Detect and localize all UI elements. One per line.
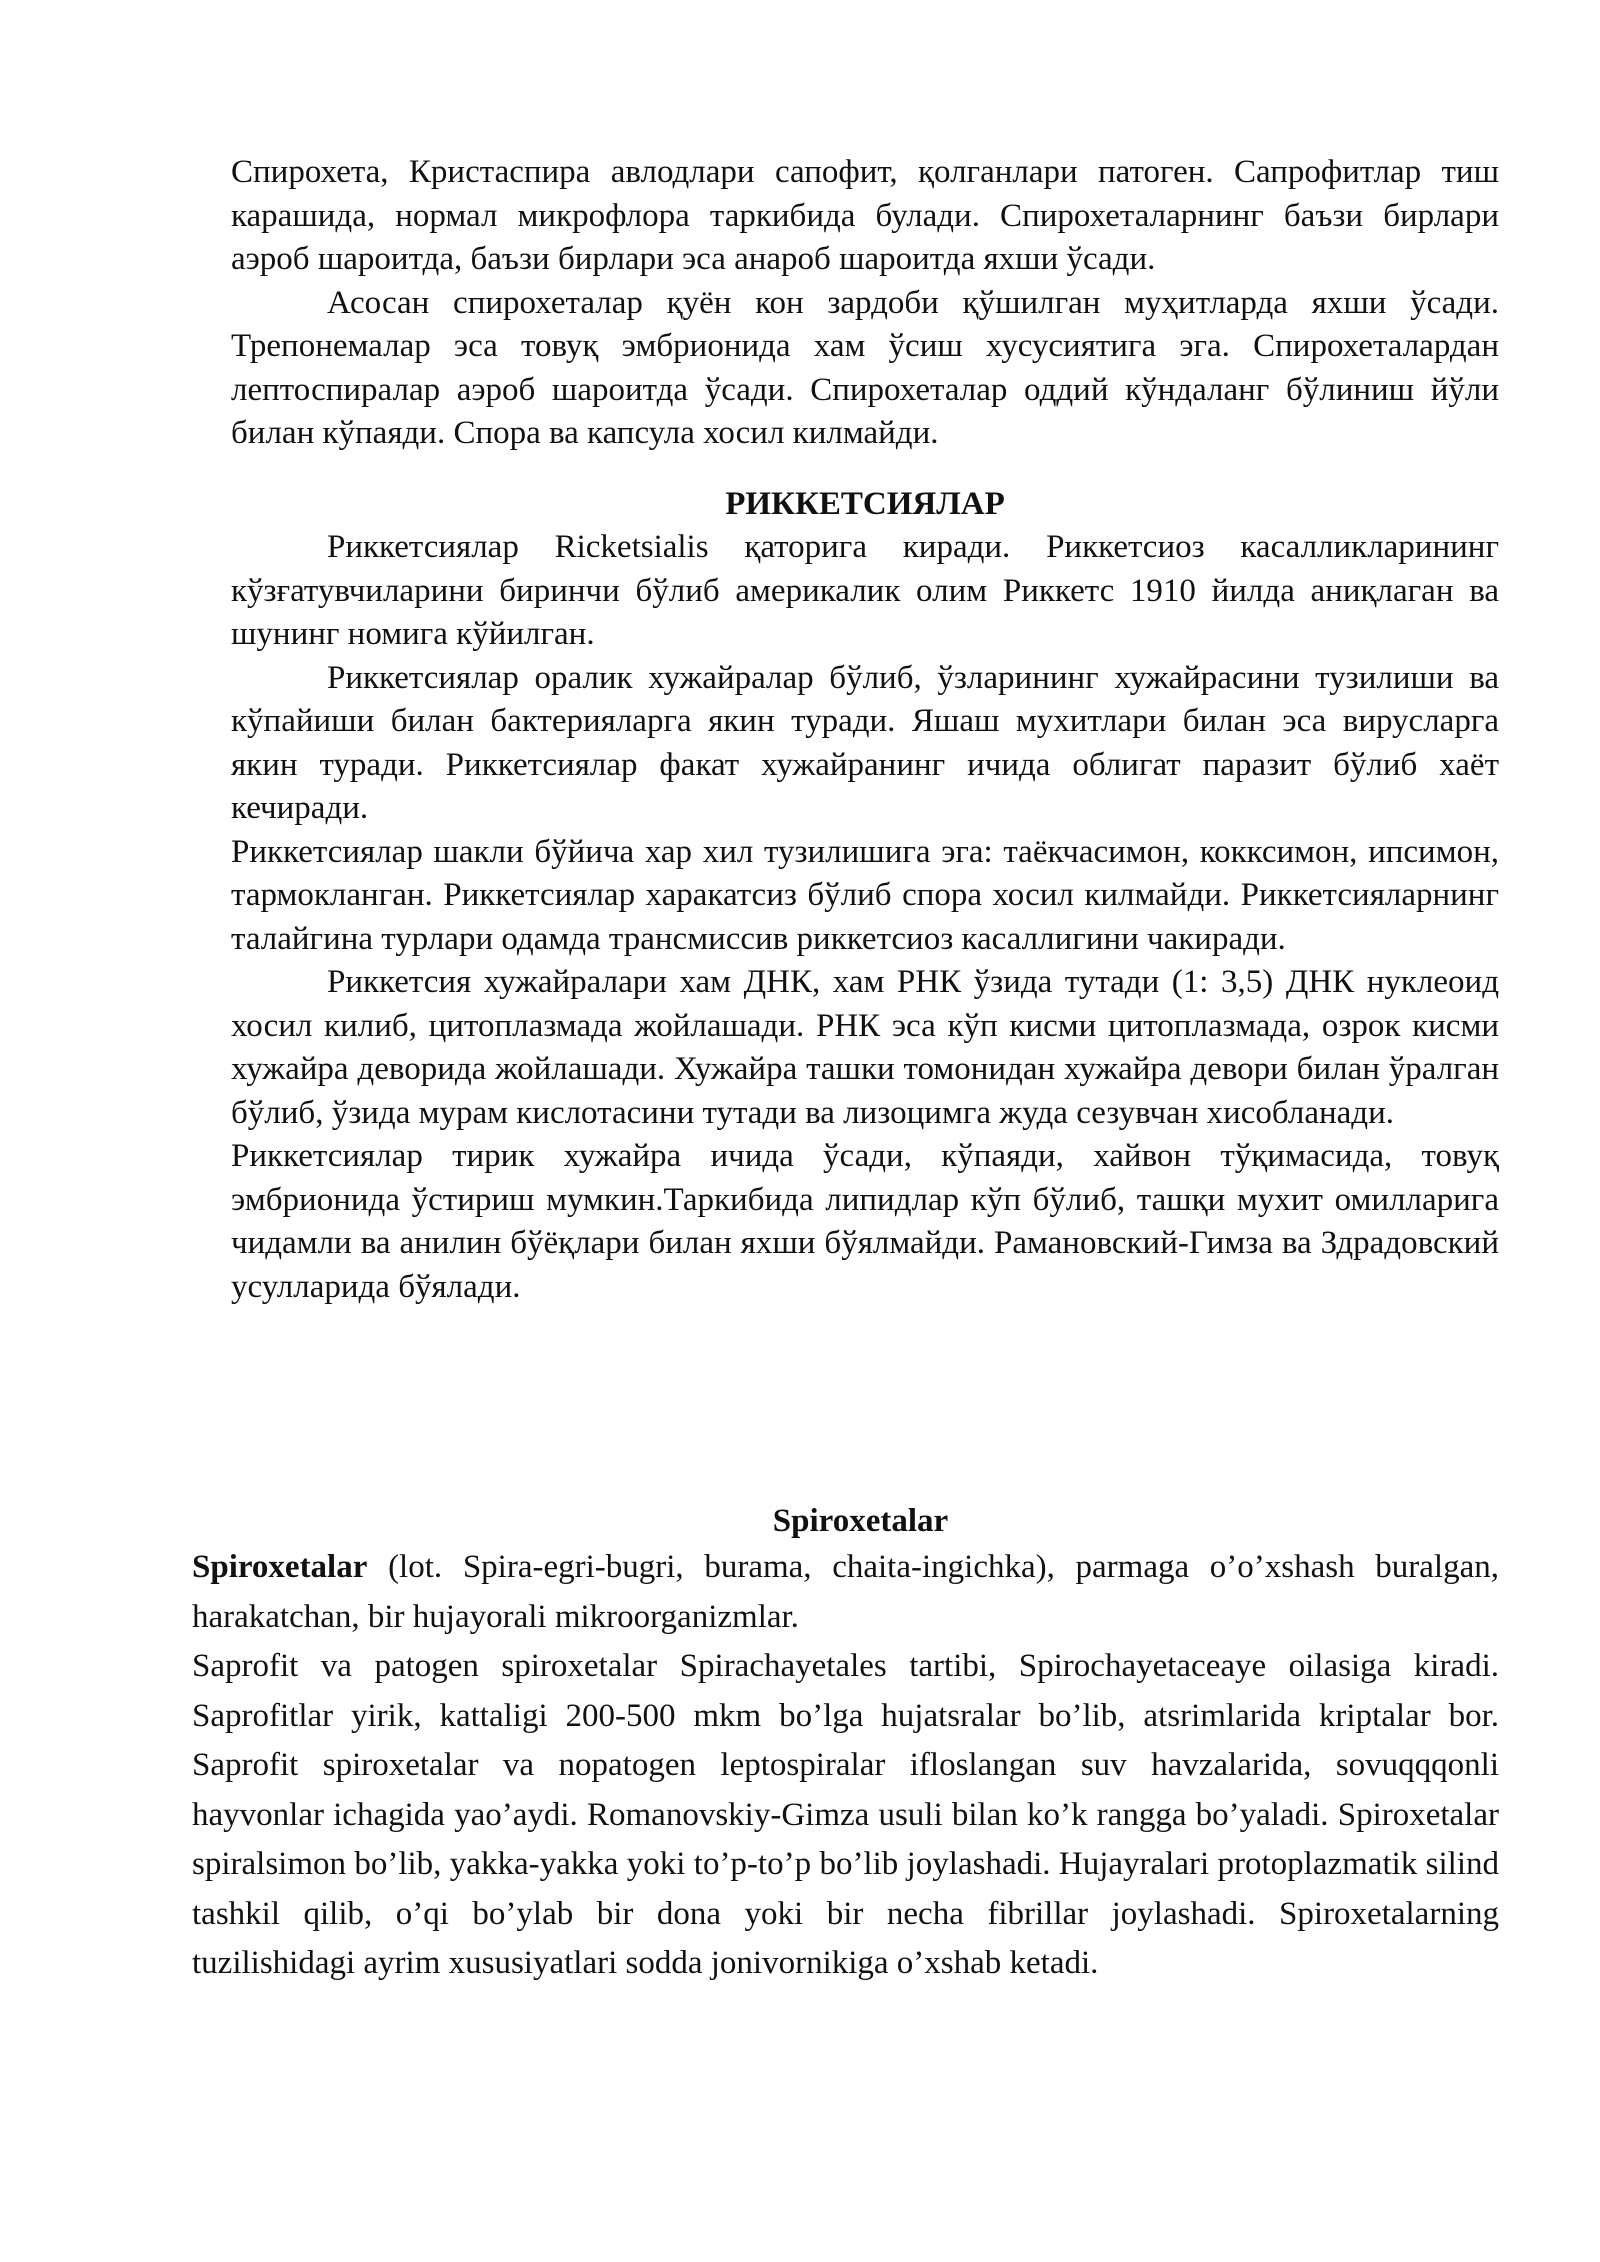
paragraph-spiroxetalar-classification: Saprofit va patogen spiroxetalar Spirachayetales tartibi, Spirochayetaceaye oilasiga kiradi. Saprofitlar yirik, kattaligi 200-500 mkm bo’lga hujatsralar bo’lib, atsrimlarida kriptalar bor. Saprofit spiroxetalar va nopatogen leptospiralar ifloslangan suv havzalarida, sovuqqqonli hayvonlar ichagida yao’aydi. Romanovskiy-Gimza usuli bilan ko’k rangga bo’yaladi. Spiroxetalar spiralsimon bo’lib, yakka-yakka yoki to’p-to’p bo’lib joylashadi. Hujayralari protoplazmatik silind tashkil qilib, o’qi bo’ylab bir dona yoki bir necha fibrillar joylashadi. Spiroxetalarning tuzilishidagi ayrim xususiyatlari sodda jonivornikiga o’xshab ketadi. (192, 1648, 1499, 1981)
paragraph-spiroxetalar-definition (192, 1543, 1499, 1642)
paragraph-rickettsia-shape: Риккетсиялар шакли бўйича хар хил тузилишига эга: таёкчасимон, кокксимон, ипсимон, тармокланган. Риккетсиялар харакатсиз бўлиб спора хосил килмайди. Риккетсияларнинг талайгина турлари одамда трансмиссив риккетсиоз касаллигини чакиради. (231, 833, 1499, 957)
latin-text-block (192, 1500, 1499, 1989)
cyrillic-text-block (231, 151, 1499, 1309)
term-spiroxetalar: Spiroxetalar (192, 1549, 368, 1585)
paragraph-spirochete-growth: Асосан спирохеталар қуён кон зардоби қўшилган муҳитларда яхши ўсади. Трепонемалар эса товуқ эмбрионида хам ўсиш хусусиятига эга. Спирохеталардан лептоспиралар аэроб шароитда ўсади. Спирохеталар оддий кўндаланг бўлиниш йўли билан кўпаяди. Спора ва капсула хосил килмайди. (231, 284, 1499, 451)
paragraph-rickettsia-structure: Риккетсиялар оралик хужайралар бўлиб, ўзларининг хужайрасини тузилиши ва кўпайиши билан бактерияларга якин туради. Яшаш мухитлари билан эса вирусларга якин туради. Риккетсиялар факат хужайранинг ичида облигат паразит бўлиб хаёт кечиради. (231, 659, 1499, 826)
paragraph-rickettsia-cultivation: Риккетсиялар тирик хужайра ичида ўсади, кўпаяди, хайвон тўқимасида, товуқ эмбрионида ўстириш мумкин.Таркибида липидлар кўп бўлиб, ташқи мухит омилларига чидамли ва анилин бўёқлари билан яхши бўялмайди. Рамановский-Гимза ва Здрадовский усулларида бўялади. (231, 1138, 1499, 1305)
paragraph-rickettsia-intro-line: Риккетсиялар Ricketsialis қаторига киради. Риккетсиоз касалликларининг (327, 529, 1499, 565)
definition-text: (lot. Spira-egri-bugri, burama, chaita-ingichka), parmaga o’o’xshash buralgan, harakatchan, bir hujayorali mikroorganizmlar. (192, 1549, 1499, 1635)
heading-rickettsia: РИККЕТСИЯЛАР (725, 485, 1005, 522)
paragraph-spirochete-genera: Спирохета, Кристаспира авлодлари сапофит, қолганлари патоген. Сапрофитлар тиш карашида, нормал микрофлора таркибида булади. Спирохеталарнинг баъзи бирлари аэроб шароитда, баъзи бирлари эса анароб шароитда яхши ўсади. (231, 154, 1499, 277)
paragraph-rickettsia-intro-rest: кўзғатувчиларини биринчи бўлиб америкалик олим Риккетс 1910 йилда аниқлаган ва шунинг номига кўйилган. (231, 572, 1499, 652)
heading-spiroxetalar: Spiroxetalar (772, 1503, 949, 1539)
paragraph-rickettsia-dna-rna: Риккетсия хужайралари хам ДНК, хам РНК ўзида тутади (1: 3,5) ДНК нуклеоид хосил килиб, цитоплазмада жойлашади. РНК эса кўп кисми цитоплазмада, озрок кисми хужайра деворида жойлашади. Хужайра ташки томонидан хужайра девори билан ўралган бўлиб, ўзида мурам кислотасини тутади ва лизоцимга жуда сезувчан хисобланади. (231, 964, 1499, 1131)
